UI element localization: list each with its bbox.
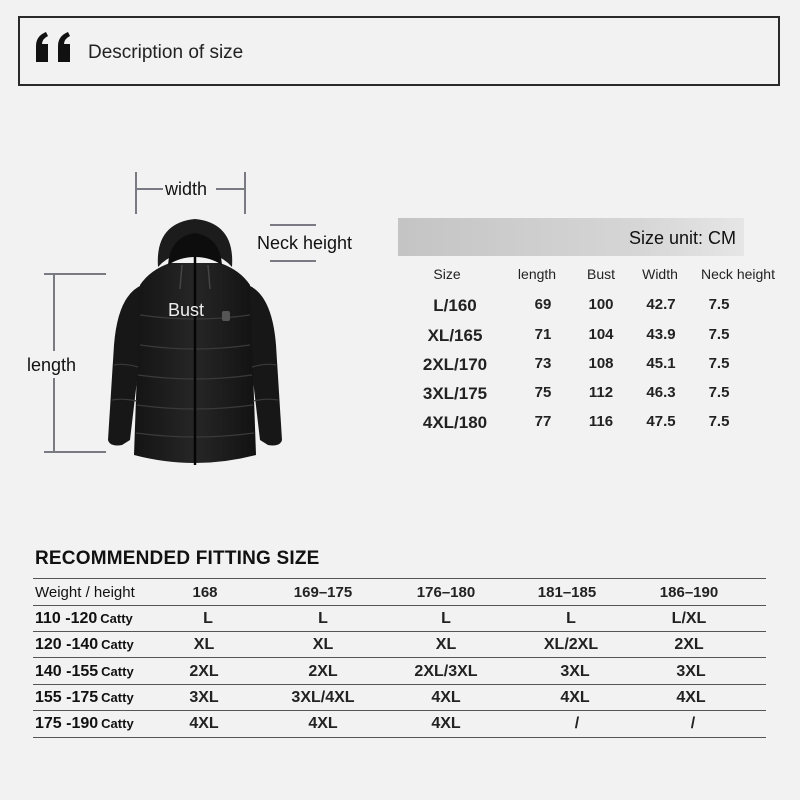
column-header: Neck height bbox=[701, 266, 775, 282]
table-cell: 3XL bbox=[676, 663, 706, 680]
fitting-divider bbox=[33, 737, 766, 738]
table-cell: L bbox=[318, 610, 328, 627]
table-cell: 108 bbox=[588, 355, 614, 372]
table-cell: 4XL bbox=[560, 689, 590, 706]
width-right-tick bbox=[244, 172, 246, 214]
column-header: length bbox=[517, 266, 557, 282]
size-unit-bar bbox=[398, 218, 744, 256]
table-cell: 112 bbox=[588, 384, 614, 401]
neck-height-label: Neck height bbox=[257, 233, 353, 253]
table-cell: 7.5 bbox=[708, 413, 730, 430]
fitting-divider bbox=[33, 578, 766, 579]
quote-icon bbox=[34, 32, 76, 62]
table-cell: 3XL/175 bbox=[422, 384, 488, 403]
width-left-tick bbox=[135, 172, 137, 214]
table-cell: 7.5 bbox=[708, 355, 730, 372]
column-header: Bust bbox=[586, 266, 616, 282]
fitting-title: RECOMMENDED FITTING SIZE bbox=[35, 548, 320, 569]
column-header: 168 bbox=[192, 584, 218, 601]
bust-label: Bust bbox=[168, 300, 205, 320]
table-cell: XL bbox=[193, 636, 215, 653]
table-row bbox=[0, 633, 800, 658]
table-cell: 4XL bbox=[431, 689, 461, 706]
table-row bbox=[0, 686, 800, 711]
table-cell: 2XL/170 bbox=[422, 355, 488, 374]
width-line-left bbox=[137, 188, 163, 190]
jacket-image bbox=[100, 215, 290, 475]
column-header: 169–175 bbox=[293, 584, 353, 601]
corner-label: Weight / height bbox=[35, 584, 135, 601]
table-cell: 4XL bbox=[431, 715, 461, 732]
table-cell: 69 bbox=[534, 296, 552, 313]
table-cell: XL bbox=[435, 636, 457, 653]
table-cell: 7.5 bbox=[708, 296, 730, 313]
table-cell: 3XL bbox=[560, 663, 590, 680]
table-cell: 7.5 bbox=[708, 326, 730, 343]
table-cell: 47.5 bbox=[646, 413, 676, 430]
table-cell: 4XL bbox=[308, 715, 338, 732]
table-cell: 42.7 bbox=[646, 296, 676, 313]
table-cell: XL/165 bbox=[427, 326, 483, 345]
table-cell: 71 bbox=[534, 326, 552, 343]
table-cell: 2XL bbox=[308, 663, 338, 680]
length-line-bottom bbox=[53, 378, 55, 451]
table-cell: 3XL/4XL bbox=[291, 689, 355, 706]
length-line-top bbox=[53, 275, 55, 351]
table-cell: 116 bbox=[588, 413, 614, 430]
table-cell: 3XL bbox=[189, 689, 219, 706]
table-cell: 7.5 bbox=[708, 384, 730, 401]
table-cell: 2XL bbox=[189, 663, 219, 680]
table-cell: 43.9 bbox=[646, 326, 676, 343]
table-cell: 4XL bbox=[189, 715, 219, 732]
table-cell: L/XL bbox=[671, 610, 707, 627]
width-label: width bbox=[165, 179, 208, 199]
table-row bbox=[0, 607, 800, 632]
length-label: length bbox=[27, 355, 77, 375]
table-cell: L bbox=[441, 610, 451, 627]
table-cell: L bbox=[566, 610, 576, 627]
table-cell: XL bbox=[312, 636, 334, 653]
table-cell: 2XL/3XL bbox=[414, 663, 478, 680]
table-cell: XL/2XL bbox=[543, 636, 599, 653]
table-cell: 2XL bbox=[674, 636, 704, 653]
table-cell: 4XL/180 bbox=[422, 413, 488, 432]
column-header: 186–190 bbox=[659, 584, 719, 601]
weight-label: 155 -175 Catty bbox=[35, 689, 134, 706]
table-cell: 46.3 bbox=[646, 384, 676, 401]
column-header: Size bbox=[433, 266, 461, 282]
length-bottom-tick bbox=[44, 451, 106, 453]
table-row bbox=[0, 712, 800, 737]
table-cell: / bbox=[690, 715, 696, 732]
table-cell: 100 bbox=[588, 296, 614, 313]
column-header: Width bbox=[642, 266, 678, 282]
weight-label: 140 -155 Catty bbox=[35, 663, 134, 680]
table-cell: 77 bbox=[534, 413, 552, 430]
width-line-right bbox=[216, 188, 244, 190]
table-cell: 75 bbox=[534, 384, 552, 401]
table-cell: L bbox=[203, 610, 213, 627]
header-box bbox=[18, 16, 780, 86]
table-cell: 104 bbox=[588, 326, 614, 343]
table-cell: 4XL bbox=[676, 689, 706, 706]
column-header: 176–180 bbox=[416, 584, 476, 601]
header-title: Description of size bbox=[88, 42, 244, 63]
weight-label: 175 -190 Catty bbox=[35, 715, 134, 732]
weight-label: 110 -120 Catty bbox=[35, 610, 133, 627]
fitting-header-row bbox=[0, 581, 800, 606]
table-cell: 45.1 bbox=[646, 355, 676, 372]
weight-label: 120 -140 Catty bbox=[35, 636, 134, 653]
column-header: 181–185 bbox=[537, 584, 597, 601]
size-unit-label: Size unit: CM bbox=[628, 228, 736, 248]
table-cell: / bbox=[574, 715, 580, 732]
table-cell: 73 bbox=[534, 355, 552, 372]
table-row bbox=[0, 660, 800, 685]
table-cell: L/160 bbox=[433, 296, 477, 315]
